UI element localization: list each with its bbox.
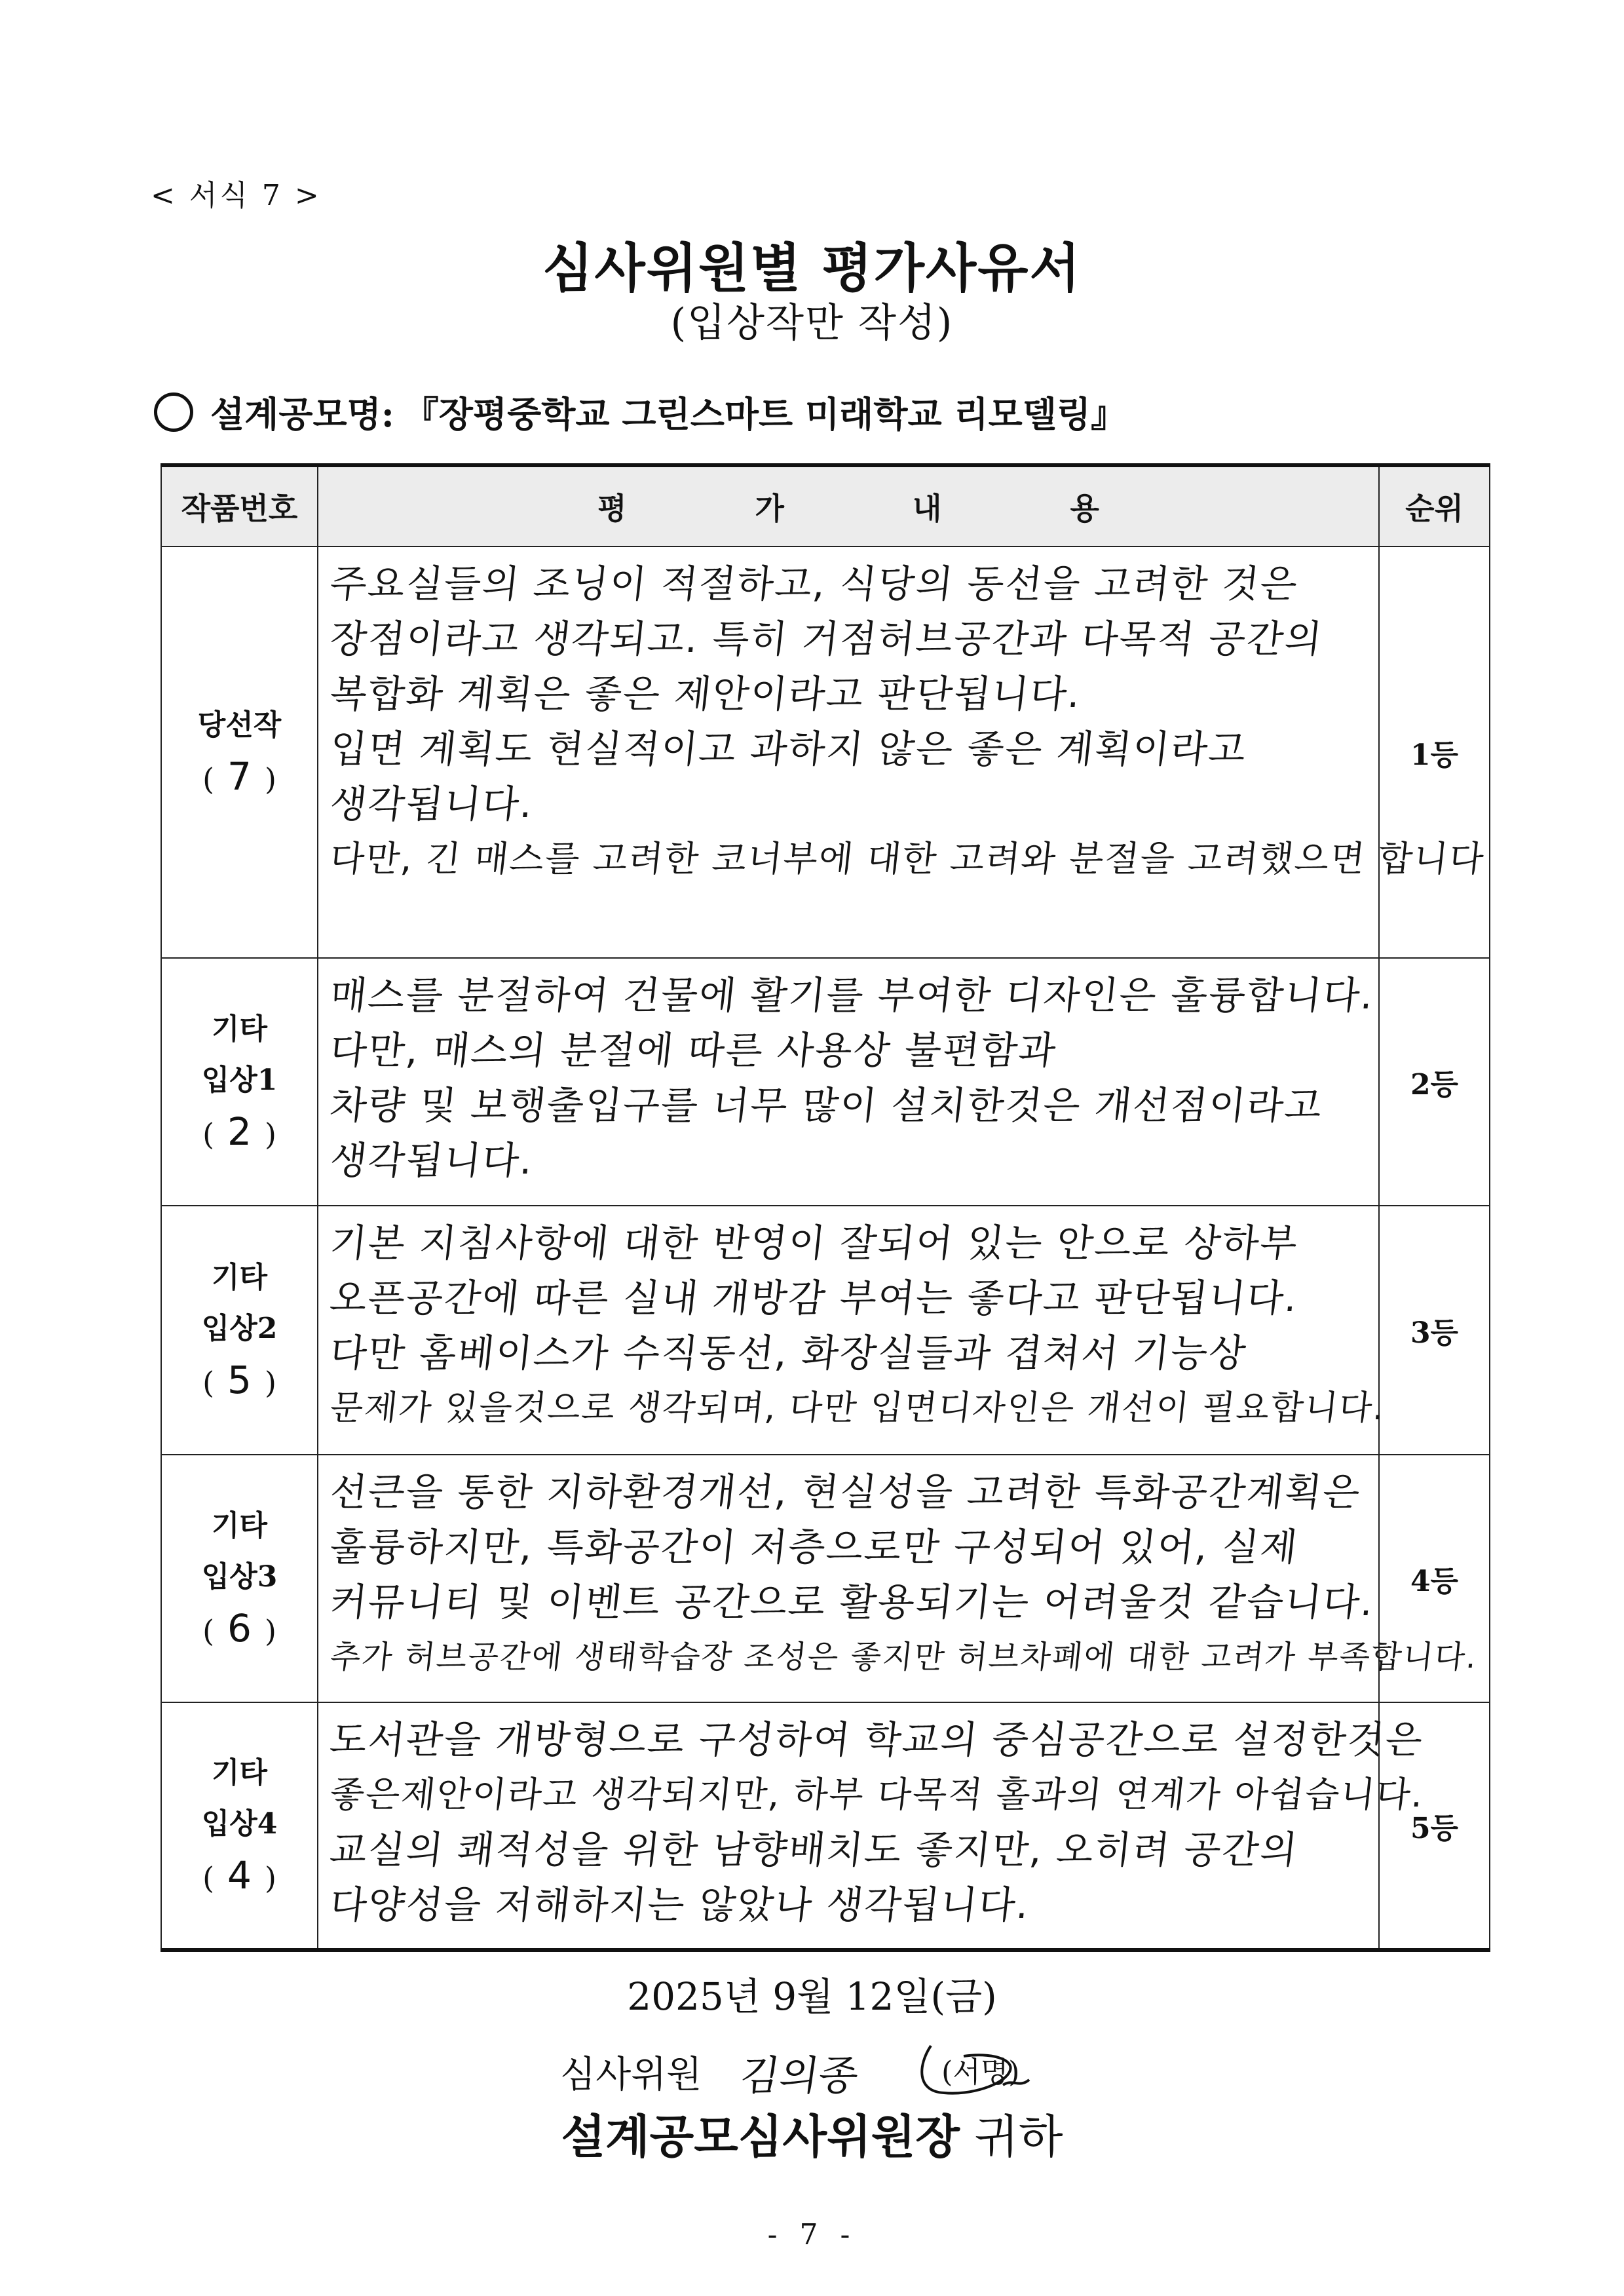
addressee-suffix: 귀하 xyxy=(974,2110,1063,2164)
rank-cell: 5등 xyxy=(1379,1702,1490,1950)
evaluation-content xyxy=(318,958,1379,1206)
handwritten-line: 차량 및 보행출입구를 너무 많이 설치한것은 개선점이라고 xyxy=(328,1083,1325,1128)
table-row xyxy=(161,546,1490,958)
handwritten-line: 기본 지침사항에 대한 반영이 잘되어 있는 안으로 상하부 xyxy=(328,1221,1301,1265)
handwritten-line: 장점이라고 생각되고. 특히 거점허브공간과 다목적 공간의 xyxy=(328,617,1325,661)
entry-cell xyxy=(161,1455,318,1702)
entry-number: ( 5 ) xyxy=(202,1358,276,1402)
entry-number: ( 7 ) xyxy=(202,754,276,799)
signer-name: 김의종 xyxy=(737,2051,862,2099)
evaluation-content xyxy=(318,1206,1388,1455)
document-subtitle: (입상작만 작성) xyxy=(670,300,954,346)
circle-bullet-icon xyxy=(154,392,193,432)
page-number: - 7 - xyxy=(767,2218,857,2251)
handwritten-line: 생각됩니다. xyxy=(328,1138,537,1183)
rank-cell: 3등 xyxy=(1379,1206,1490,1455)
handwritten-line: 매스를 분절하여 건물에 활기를 부여한 디자인은 훌륭합니다. xyxy=(328,973,1377,1018)
handwritten-line: 다만, 긴 매스를 고려한 코너부에 대한 고려와 분절을 고려했으면 합니다 xyxy=(328,838,1487,879)
handwritten-line: 다양성을 저해하지는 않았나 생각됩니다. xyxy=(328,1883,1032,1927)
form-number: < 서식 7 > xyxy=(151,179,322,212)
header-rank: 순위 xyxy=(1379,465,1490,546)
signing-date: 2025년 9월 12일(금) xyxy=(627,1974,997,2019)
handwritten-line: 선큰을 통한 지하환경개선, 현실성을 고려한 특화공간계획은 xyxy=(328,1470,1363,1514)
addressee xyxy=(0,2100,1624,2166)
rank-cell: 1등 xyxy=(1379,546,1490,958)
table-row xyxy=(161,1206,1490,1455)
handwritten-line: 주요실들의 조닝이 적절하고, 식당의 동선을 고려한 것은 xyxy=(328,562,1301,606)
header-entry-number: 작품번호 xyxy=(161,465,318,546)
entry-cell xyxy=(161,1206,318,1455)
entry-number: ( 2 ) xyxy=(202,1109,276,1154)
handwritten-line: 생각됩니다. xyxy=(328,782,537,826)
entry-subcategory: 입상1 xyxy=(201,1063,278,1097)
entry-cell xyxy=(161,958,318,1206)
signer-line xyxy=(560,2039,1036,2105)
handwritten-line: 복합화 계획은 좋은 제안이라고 판단됩니다. xyxy=(328,672,1084,716)
seal-label: (서명) xyxy=(941,2056,1020,2089)
rank-cell: 2등 xyxy=(1379,958,1490,1206)
header-evaluation-content: 평 가 내 용 xyxy=(318,465,1379,546)
handwritten-line: 좋은제안이라고 생각되지만, 하부 다목적 홀과의 연계가 아쉽습니다. xyxy=(328,1774,1427,1815)
entry-category: 당선작 xyxy=(197,708,282,742)
handwritten-line: 다만, 매스의 분절에 따른 사용상 불편함과 xyxy=(328,1028,1059,1073)
entry-number: ( 6 ) xyxy=(202,1606,276,1651)
contest-label: 설계공모명: xyxy=(210,393,394,435)
handwritten-line: 문제가 있을것으로 생각되며, 다만 입면디자인은 개선이 필요합니다. xyxy=(328,1388,1388,1428)
handwritten-line: 커뮤니티 및 이벤트 공간으로 활용되기는 어려울것 같습니다. xyxy=(328,1580,1377,1624)
signer-role: 심사위원 xyxy=(560,2054,702,2096)
entry-category: 기타 xyxy=(211,1756,267,1789)
contest-name-line xyxy=(154,387,1126,437)
entry-number: ( 4 ) xyxy=(202,1853,276,1898)
entry-cell xyxy=(161,1702,318,1950)
entry-subcategory: 입상2 xyxy=(201,1312,278,1345)
addressee-title: 설계공모심사위원장 xyxy=(561,2109,960,2164)
handwritten-line: 훌륭하지만, 특화공간이 저층으로만 구성되어 있어, 실제 xyxy=(328,1525,1301,1569)
document-title: 심사위원별 평가사유서 xyxy=(542,237,1082,299)
contest-name: 『장평중학교 그린스마트 미래학교 리모델링』 xyxy=(403,393,1127,435)
handwritten-line: 도서관을 개방형으로 구성하여 학교의 중심공간으로 설정한것은 xyxy=(328,1717,1426,1762)
evaluation-content xyxy=(318,1702,1427,1950)
evaluation-table xyxy=(161,463,1490,1952)
table-row xyxy=(161,1702,1490,1950)
signature-seal xyxy=(905,2039,1036,2105)
rank-cell: 4등 xyxy=(1379,1455,1490,1702)
entry-subcategory: 입상4 xyxy=(201,1807,278,1841)
entry-category: 기타 xyxy=(211,1261,267,1294)
entry-cell xyxy=(161,546,318,958)
table-header-row xyxy=(161,465,1490,546)
handwritten-line: 입면 계획도 현실적이고 과하지 않은 좋은 계획이라고 xyxy=(328,727,1249,771)
handwritten-line: 오픈공간에 따른 실내 개방감 부여는 좋다고 판단됩니다. xyxy=(328,1276,1301,1320)
handwritten-line: 추가 허브공간에 생태학습장 조성은 좋지만 허브차폐에 대한 고려가 부족합니다. xyxy=(328,1639,1480,1675)
table-row xyxy=(161,958,1490,1206)
handwritten-line: 교실의 쾌적성을 위한 남향배치도 좋지만, 오히려 공간의 xyxy=(328,1827,1301,1872)
entry-category: 기타 xyxy=(211,1509,267,1542)
entry-category: 기타 xyxy=(211,1012,267,1046)
handwritten-line: 다만 홈베이스가 수직동선, 화장실들과 겹쳐서 기능상 xyxy=(328,1331,1249,1375)
entry-subcategory: 입상3 xyxy=(201,1560,278,1594)
table-row xyxy=(161,1455,1490,1702)
